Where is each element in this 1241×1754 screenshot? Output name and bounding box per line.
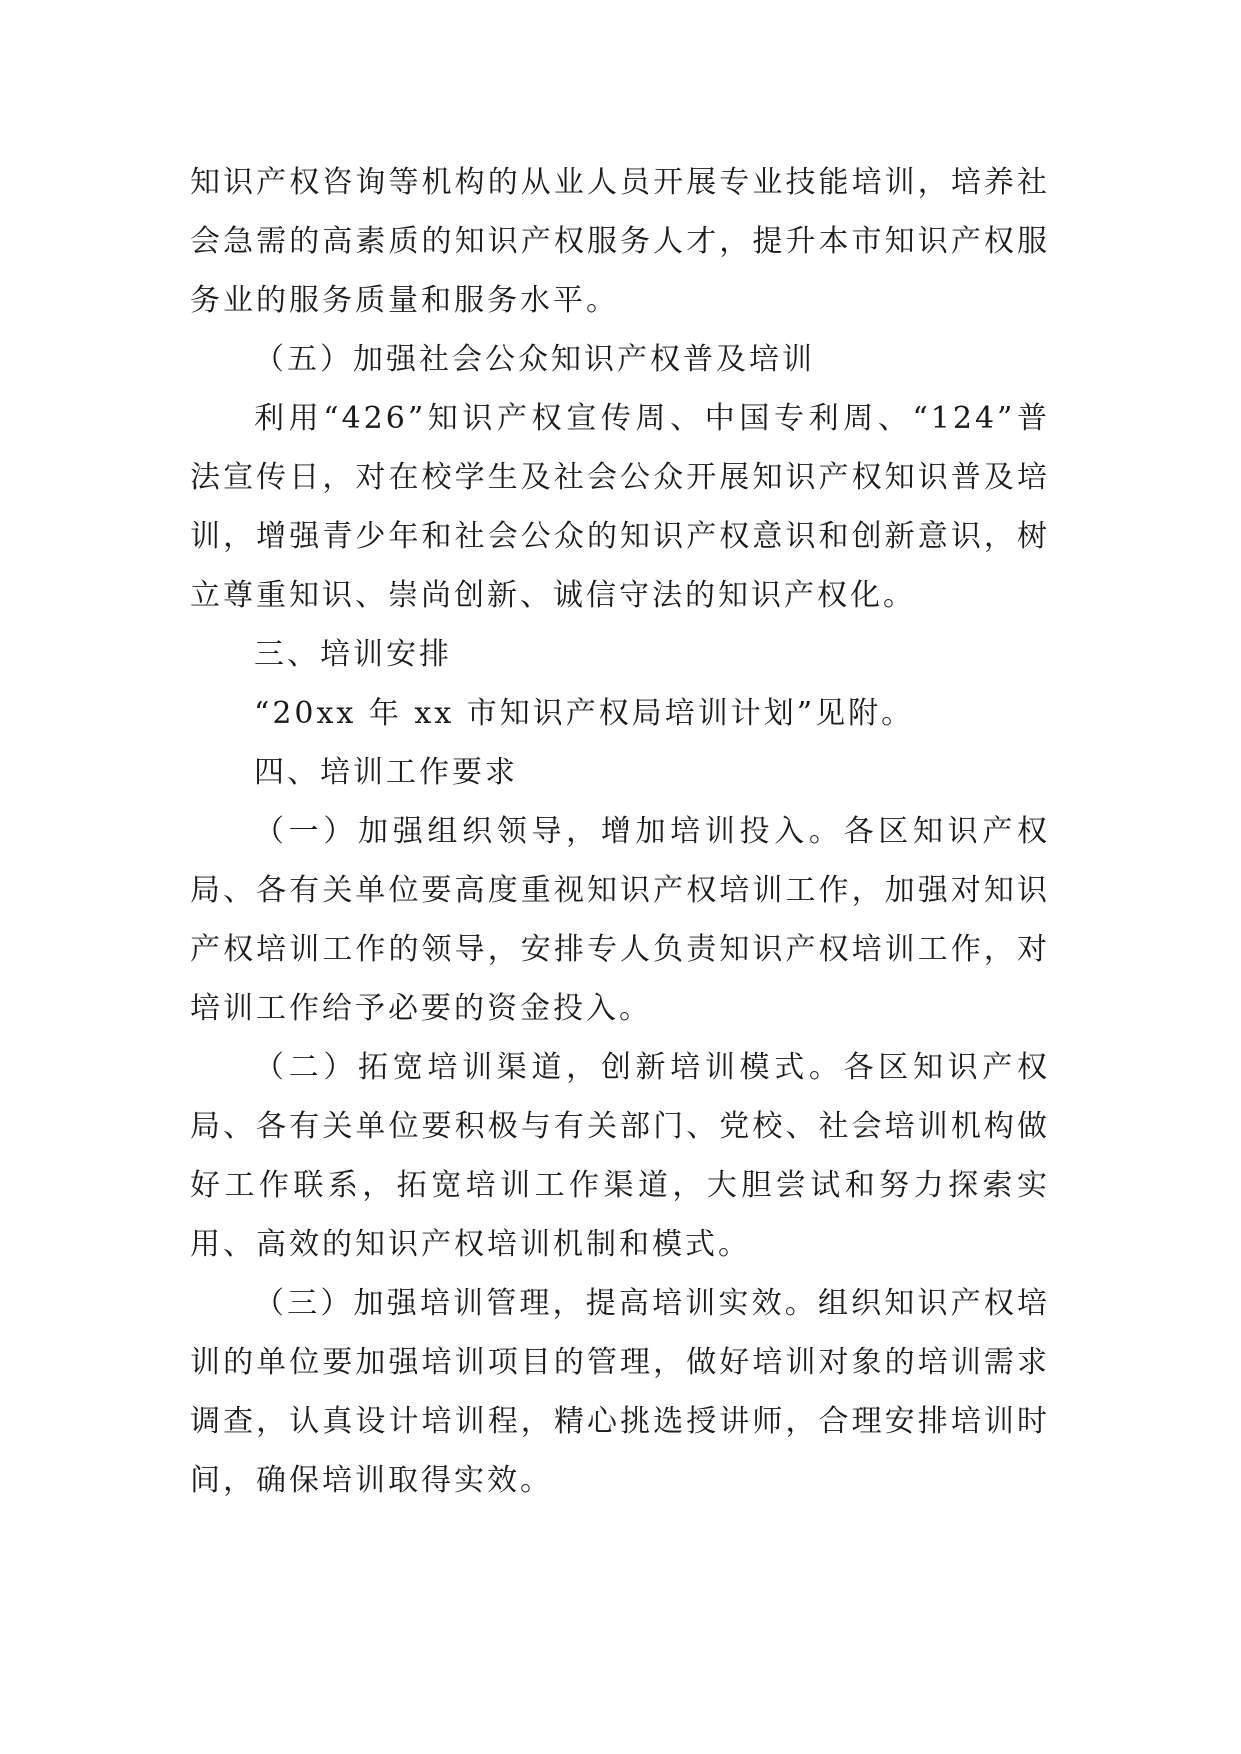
paragraph-requirement-1: （一）加强组织领导，增加培训投入。各区知识产权局、各有关单位要高度重视知识产权培训工作，加强对知识产权培训工作的领导，安排专人负责知识产权培训工作，对培训工作给予必要的资金投入。 [190, 814, 1050, 1026]
document-body [190, 153, 1050, 1510]
section-heading-requirements: 四、培训工作要求 [254, 755, 518, 790]
section-heading-public-training: （五）加强社会公众知识产权普及培训 [254, 342, 815, 377]
paragraph-continuation: 知识产权咨询等机构的从业人员开展专业技能培训，培养社会急需的高素质的知识产权服务人才，提升本市知识产权服务业的服务质量和服务水平。 [190, 165, 1050, 318]
paragraph-requirement-3: （三）加强培训管理，提高培训实效。组织知识产权培训的单位要加强培训项目的管理，做好培训对象的培训需求调查，认真设计培训程，精心挑选授讲师，合理安排培训时间，确保培训取得实效。 [190, 1286, 1050, 1498]
paragraph-training-plan: “20xx 年 xx 市知识产权局培训计划”见附。 [254, 696, 915, 731]
paragraph-requirement-2: （二）拓宽培训渠道，创新培训模式。各区知识产权局、各有关单位要积极与有关部门、党校、社会培训机构做好工作联系，拓宽培训工作渠道，大胆尝试和努力探索实用、高效的知识产权培训机制和模式。 [190, 1050, 1050, 1262]
paragraph-public-training: 利用“426”知识产权宣传周、中国专利周、“124”普法宣传日，对在校学生及社会公众开展知识产权知识普及培训，增强青少年和社会公众的知识产权意识和创新意识，树立尊重知识、崇尚创新、诚信守法的知识产权化。 [190, 401, 1050, 613]
section-heading-training-arrangement: 三、培训安排 [254, 637, 452, 672]
